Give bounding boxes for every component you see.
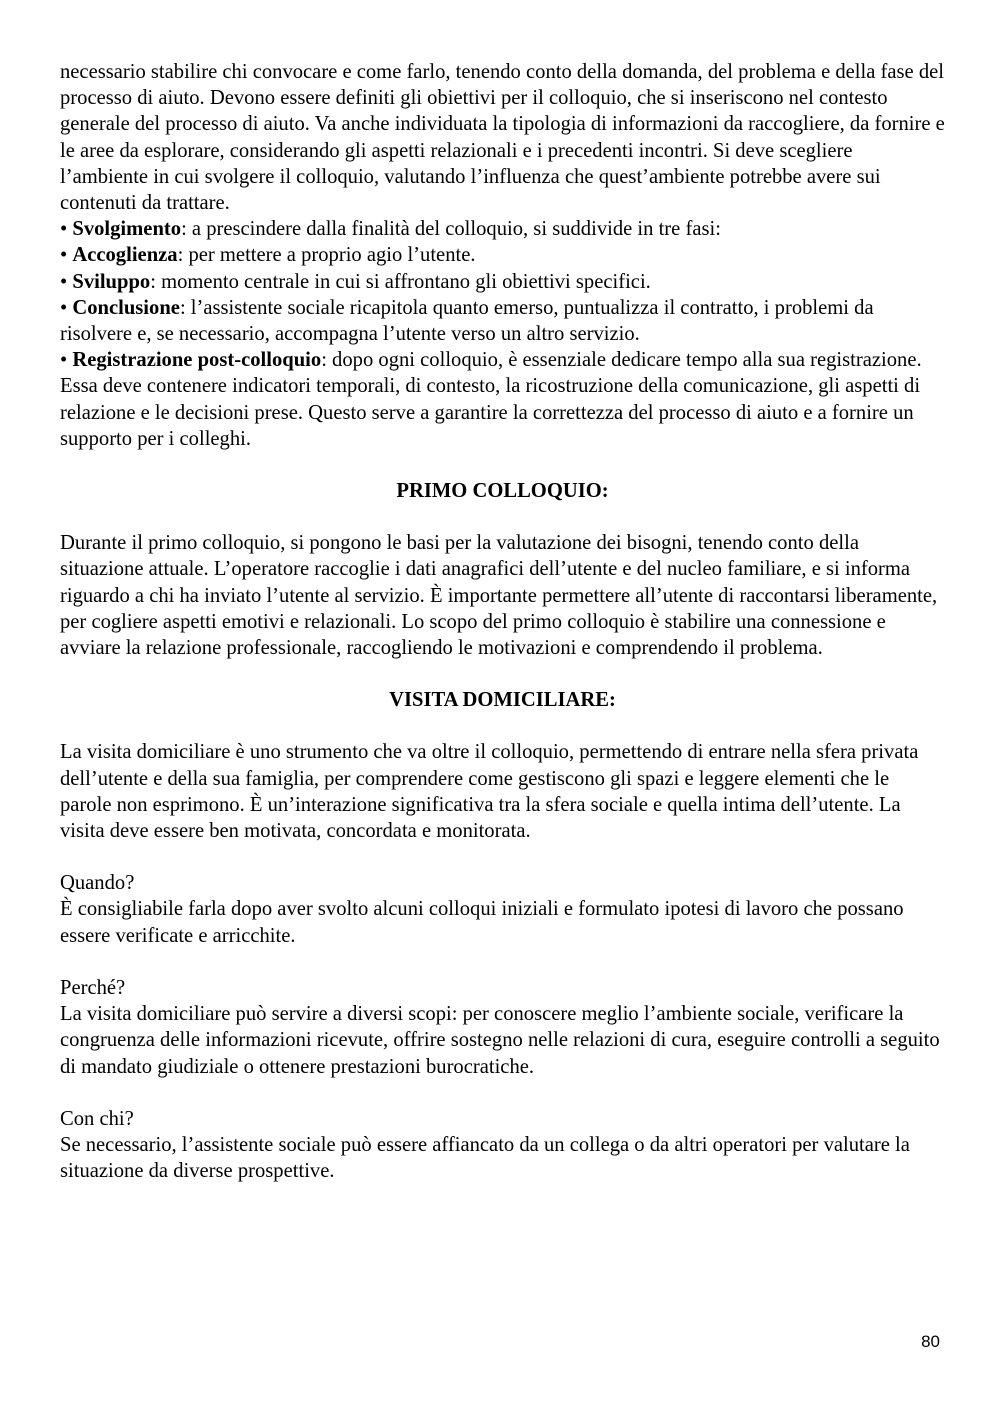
bullet-text: : dopo ogni colloquio, è essenziale dedicare tempo alla sua registrazione. Essa deve contenere indicatori temporali, di contesto, la ricostruzione della comunicazione, gli aspetti di relazione e le decisioni prese. Questo serve a garantire la correttezza del processo di aiuto e a fornire un supporto per i colleghi.: [60, 349, 922, 450]
bullet-item: [60, 295, 945, 347]
bullet-marker: •: [60, 296, 73, 319]
qa-answer: È consigliabile farla dopo aver svolto alcuni colloqui iniziali e formulato ipotesi di lavoro che possano essere verificate e arricchite.: [60, 898, 904, 947]
qa-block: [60, 975, 945, 1080]
qa-question: Quando?: [60, 872, 135, 895]
bullet-text: : momento centrale in cui si affrontano gli obiettivi specifici.: [150, 270, 651, 293]
bullet-term: Conclusione: [72, 296, 180, 319]
bullet-list: [60, 216, 945, 452]
document-page: [60, 59, 945, 1184]
primo-colloquio-paragraph: Durante il primo colloquio, si pongono le basi per la valutazione dei bisogni, tenendo conto della situazione attuale. L’operatore raccoglie i dati anagrafici dell’utente e del nucleo familiare, e si informa riguardo a chi ha inviato l’utente al servizio. È importante permettere all’utente di raccontarsi liberamente, per cogliere aspetti emotivi e relazionali. Lo scopo del primo colloquio è stabilire una connessione e avviare la relazione professionale, raccogliendo le motivazioni e comprendendo il problema.: [60, 532, 938, 660]
intro-paragraph: necessario stabilire chi convocare e come farlo, tenendo conto della domanda, del problema e della fase del processo di aiuto. Devono essere definiti gli obiettivi per il colloquio, che si inseriscono nel contesto generale del processo di aiuto. Va anche individuata la tipologia di informazioni da raccogliere, da fornire e le aree da esplorare, considerando gli aspetti relazionali e i precedenti incontri. Si deve scegliere l’ambiente in cui svolgere il colloquio, valutando l’influenza che quest’ambiente potrebbe avere sui contenuti da trattare.: [60, 61, 945, 215]
bullet-term: Accoglienza: [72, 244, 178, 267]
qa-block: [60, 870, 945, 949]
bullet-marker: •: [60, 244, 73, 267]
qa-answer: La visita domiciliare può servire a diversi scopi: per conoscere meglio l’ambiente sociale, verificare la congruenza delle informazioni ricevute, offrire sostegno nelle relazioni di cura, eseguire controlli a seguito di mandato giudiziale o ottenere prestazioni burocratiche.: [60, 1003, 940, 1078]
page-number: 80: [921, 1332, 940, 1351]
bullet-term: Sviluppo: [72, 270, 151, 293]
visita-domiciliare-paragraph: La visita domiciliare è uno strumento che va oltre il colloquio, permettendo di entrare nella sfera privata dell’utente e della sua famiglia, per comprendere come gestiscono gli spazi e leggere elementi che le parole non esprimono. È un’interazione significativa tra la sfera sociale e quella intima dell’utente. La visita deve essere ben motivata, concordata e monitorata.: [60, 741, 919, 843]
bullet-term: Registrazione post-colloquio: [72, 349, 322, 372]
bullet-item: [60, 269, 945, 295]
bullet-marker: •: [60, 218, 73, 241]
qa-block: [60, 1106, 945, 1185]
bullet-text: : l’assistente sociale ricapitola quanto emerso, puntualizza il contratto, i problemi da risolvere e, se necessario, accompagna l’utente verso un altro servizio.: [60, 296, 874, 346]
bullet-item: [60, 242, 945, 268]
bullet-text: : a prescindere dalla finalità del colloquio, si suddivide in tre fasi:: [181, 218, 721, 241]
qa-question: Perché?: [60, 976, 126, 999]
section-heading-block: [60, 478, 945, 504]
qa-question: Con chi?: [60, 1107, 134, 1130]
qa-answer: Se necessario, l’assistente sociale può essere affiancato da un collega o da altri operatori per valutare la situazione da diverse prospettive.: [60, 1133, 910, 1183]
section-heading-primo-colloquio: PRIMO COLLOQUIO:: [396, 480, 609, 503]
section-heading-visita-domiciliare: VISITA DOMICILIARE:: [389, 689, 616, 712]
bullet-marker: •: [60, 349, 73, 372]
bullet-item: [60, 216, 945, 242]
bullet-text: : per mettere a proprio agio l’utente.: [177, 244, 476, 267]
bullet-marker: •: [60, 270, 73, 293]
bullet-item: [60, 347, 945, 452]
section-heading-block: [60, 687, 945, 713]
bullet-term: Svolgimento: [72, 218, 182, 241]
